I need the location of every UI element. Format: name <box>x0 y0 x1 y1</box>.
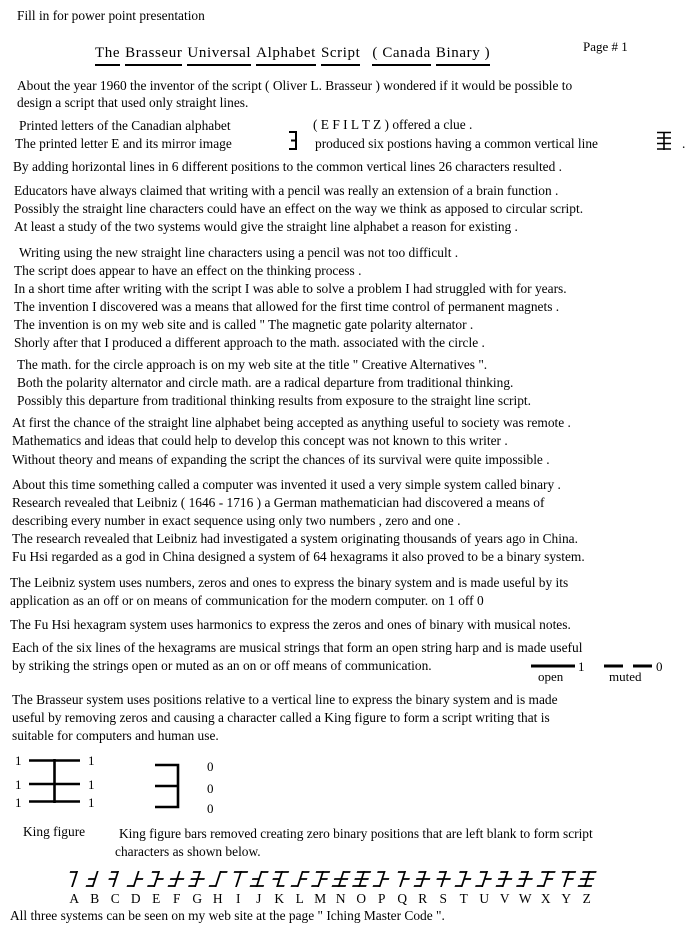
king-glyph-inline <box>656 131 672 151</box>
paragraph-line: The Leibniz system uses numbers, zeros and ones to express the binary system and is made useful by its <box>10 575 569 590</box>
paragraph-line: Possibly this departure from traditional thinking results from exposure to the straight line script. <box>17 393 531 408</box>
paragraph-line: describing every number in exact sequence using only two numbers , zero and one . <box>12 513 461 528</box>
king-right-one: 1 <box>88 777 95 792</box>
alphabet-letter: D <box>130 891 141 906</box>
alphabet-glyph <box>373 871 392 887</box>
paragraph-line: The Fu Hsi hexagram system uses harmonics to express the zeros and ones of binary with musical notes. <box>10 617 571 632</box>
alphabet-letter: V <box>499 891 510 906</box>
title-word: ( Canada <box>372 45 431 66</box>
paragraph-line: Mathematics and ideas that could help to develop this concept was not known to this writer . <box>12 433 508 448</box>
title-word: Brasseur <box>125 45 182 66</box>
paragraph-line: useful by removing zeros and causing a character called a King figure to form a script writing that is <box>12 710 550 725</box>
king-left-one: 1 <box>15 795 22 810</box>
alphabet-glyph <box>414 871 433 887</box>
king-right-one: 1 <box>88 753 95 768</box>
title-word: Binary ) <box>436 45 490 66</box>
alphabet-letters <box>64 891 597 907</box>
paragraph-line: About the year 1960 the inventor of the script ( Oliver L. Brasseur ) wondered if it would be possible to <box>17 78 573 93</box>
alphabet-glyph <box>188 871 207 887</box>
alphabet-letter: L <box>295 891 304 906</box>
alphabet-letter: S <box>439 891 447 906</box>
paragraph-line: ( E F I L T Z ) offered a clue . <box>313 117 473 132</box>
paragraph-line: Both the polarity alternator and circle math. are a radical departure from traditional thinking. <box>17 375 514 390</box>
paragraph-line: At least a study of the two systems would give the straight line alphabet a reason for existing . <box>14 219 518 234</box>
alphabet-letter: A <box>69 891 80 906</box>
paragraph-line: The invention is on my web site and is called " The magnetic gate polarity alternator . <box>14 317 474 332</box>
paragraph-line: By adding horizontal lines in 6 different positions to the common vertical lines 26 characters resulted . <box>13 159 563 174</box>
alphabet-glyph <box>147 871 166 887</box>
alphabet-letter: Y <box>561 891 572 906</box>
paragraph-line: At first the chance of the straight line alphabet being accepted as anything useful to society was remote . <box>12 415 571 430</box>
zero-value: 0 <box>207 801 214 816</box>
alphabet-glyph <box>496 871 515 887</box>
paragraph-line: About this time something called a computer was invented it used a very simple system called binary . <box>12 477 561 492</box>
title-word: The <box>95 45 120 66</box>
alphabet-glyph <box>557 871 576 887</box>
king-bars-removed-glyph <box>153 763 181 809</box>
alphabet-letter: P <box>378 891 386 906</box>
open-label: open <box>538 669 564 684</box>
paragraph-line: The research revealed that Leibniz had investigated a system originating thousands of years ago in China. <box>12 531 578 546</box>
alphabet-letter: W <box>518 891 532 906</box>
alphabet-glyph <box>270 871 289 887</box>
alphabet-glyph <box>352 871 371 887</box>
alphabet-glyph <box>455 871 474 887</box>
paragraph-line: Writing using the new straight line characters using a pencil was not too difficult . <box>19 245 459 260</box>
zero-value: 0 <box>207 759 214 774</box>
paragraph-line: design a script that used only straight lines. <box>17 95 249 110</box>
king-right-one: 1 <box>88 795 95 810</box>
paragraph-line: Printed letters of the Canadian alphabet <box>19 118 231 133</box>
paragraph-line: application as an off or on means of communication for the modern computer. on 1 off 0 <box>10 593 484 608</box>
alphabet-glyph <box>537 871 556 887</box>
alphabet-glyph <box>229 871 248 887</box>
open-string-line <box>531 664 575 668</box>
muted-value: 0 <box>656 659 663 674</box>
alphabet-letter: E <box>152 891 161 906</box>
zero-value: 0 <box>207 781 214 796</box>
alphabet-letter: K <box>274 891 285 906</box>
paragraph-line: The script does appear to have an effect on the thinking process . <box>14 263 362 278</box>
alphabet-glyph <box>516 871 535 887</box>
alphabet-glyph <box>65 871 77 887</box>
alphabet-letter: Z <box>582 891 591 906</box>
page-label: Page # 1 <box>583 39 628 54</box>
alphabet-glyph <box>393 871 412 887</box>
header-note: Fill in for power point presentation <box>17 8 205 23</box>
king-left-one: 1 <box>15 753 22 768</box>
paragraph-line: Without theory and means of expanding the script the chances of its survival were quite impossible . <box>12 452 550 467</box>
paragraph-line: In a short time after writing with the script I was able to solve a problem I had struggled with for years. <box>14 281 567 296</box>
page-title <box>95 45 495 66</box>
title-word: Script <box>321 45 360 66</box>
king-caption-line: characters as shown below. <box>115 844 261 859</box>
king-figure-glyph <box>27 758 82 804</box>
alphabet-letter: T <box>459 891 468 906</box>
alphabet-glyph <box>311 871 330 887</box>
title-word: Alphabet <box>256 45 316 66</box>
alphabet-glyph <box>332 871 351 887</box>
mirror-e-glyph <box>288 131 298 151</box>
king-figure-label: King figure <box>23 824 86 839</box>
alphabet-glyph <box>291 871 310 887</box>
alphabet-letter: M <box>314 891 327 906</box>
alphabet-glyph <box>209 871 228 887</box>
paragraph-line: The Brasseur system uses positions relative to a vertical line to express the binary system and is made <box>12 692 558 707</box>
title-word: Universal <box>187 45 251 66</box>
paragraph-line: Fu Hsi regarded as a god in China designed a system of 64 hexagrams it also proved to be a binary system. <box>12 549 585 564</box>
alphabet-glyph <box>434 871 453 887</box>
paragraph-line: The invention I discovered was a means that allowed for the first time control of permanent magnets . <box>14 299 560 314</box>
alphabet-glyph <box>127 871 146 887</box>
alphabet-glyph <box>86 871 98 887</box>
alphabet-glyph <box>106 871 118 887</box>
king-left-one: 1 <box>15 777 22 792</box>
paragraph-line: Research revealed that Leibniz ( 1646 - 1716 ) a German mathematician had discovered a means of <box>12 495 545 510</box>
alphabet-letter: I <box>236 891 241 906</box>
muted-string-line <box>604 664 652 668</box>
alphabet-letter: C <box>110 891 120 906</box>
paragraph-line: by striking the strings open or muted as an on or off means of communication. <box>12 658 432 673</box>
alphabet-letter: B <box>90 891 100 906</box>
alphabet-letter: G <box>192 891 203 906</box>
alphabet-letter: N <box>335 891 346 906</box>
paragraph-line: suitable for computers and human use. <box>12 728 219 743</box>
alphabet-letter: O <box>356 891 367 906</box>
open-value: 1 <box>578 659 585 674</box>
king-caption-line: King figure bars removed creating zero binary positions that are left blank to form script <box>119 826 593 841</box>
alphabet-letter: H <box>212 891 223 906</box>
paragraph-line: Shorly after that I produced a different approach to the math. associated with the circle . <box>14 335 485 350</box>
paragraph-line: Each of the six lines of the hexagrams are musical strings that form an open string harp and is made useful <box>12 640 583 655</box>
alphabet-letter: R <box>418 891 428 906</box>
paragraph-line: The math. for the circle approach is on my web site at the title " Creative Alternatives ". <box>17 357 488 372</box>
alphabet-glyph <box>168 871 187 887</box>
alphabet-letter: Q <box>397 891 408 906</box>
brasseur-alphabet-row <box>64 870 604 888</box>
alphabet-glyph <box>578 871 597 887</box>
paragraph-line: produced six postions having a common vertical line <box>315 136 599 151</box>
paragraph-line: Possibly the straight line characters could have an effect on the way we think as apposed to circular script. <box>14 201 584 216</box>
paragraph-line: Educators have always claimed that writing with a pencil was really an extension of a brain function . <box>14 183 559 198</box>
alphabet-letter: F <box>173 891 181 906</box>
alphabet-letter: J <box>256 891 262 906</box>
alphabet-glyph <box>250 871 269 887</box>
paragraph-line: The printed letter E and its mirror image <box>15 136 232 151</box>
alphabet-glyph <box>475 871 494 887</box>
alphabet-letter: X <box>540 891 551 906</box>
footer-line: All three systems can be seen on my web site at the page " Iching Master Code ". <box>10 908 445 923</box>
muted-label: muted <box>609 669 642 684</box>
alphabet-letter: U <box>479 891 490 906</box>
